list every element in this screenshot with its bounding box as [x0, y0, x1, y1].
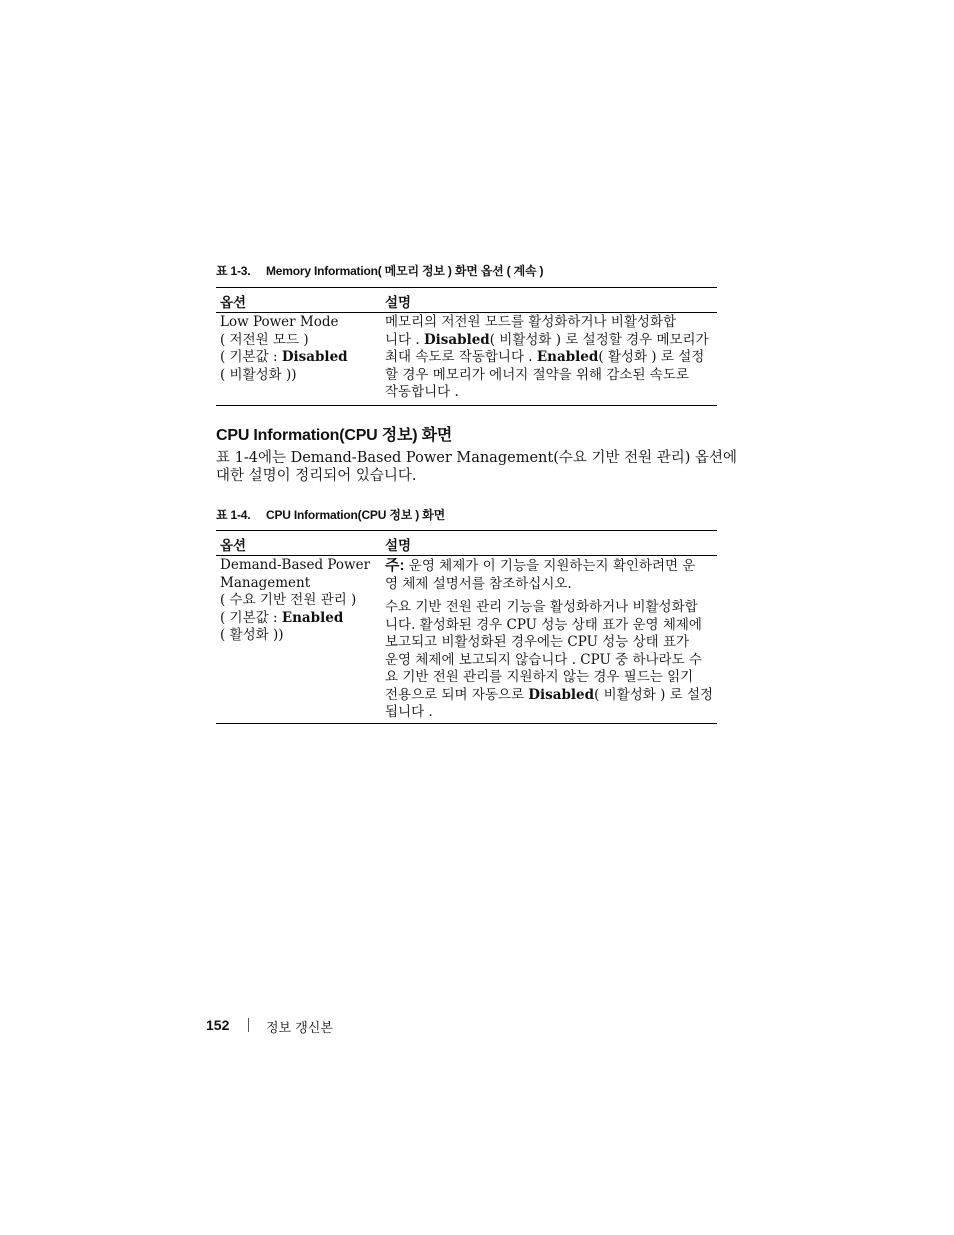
- table-1-3-header-description: 설명: [385, 295, 412, 310]
- option-default: [220, 349, 370, 367]
- text-run: 운영 체제가 이 기능을 지원하는지 확인하려면 운: [404, 558, 696, 574]
- description-line: 보고되고 비활성화된 경우에는 CPU 성능 상태 표가: [385, 634, 690, 650]
- description-line: [385, 687, 715, 705]
- option-sub: ( 저전원 모드 ): [220, 331, 309, 348]
- option-name: Demand-Based Power: [220, 557, 371, 573]
- note-line: 영 체제 설명서를 참조하십시오.: [385, 575, 572, 592]
- bold-term: Disabled: [423, 331, 490, 348]
- table-1-3-top-rule: [216, 287, 717, 288]
- table-1-4-note: [385, 557, 715, 593]
- option-name: Management: [220, 574, 311, 591]
- default-value: Disabled: [281, 349, 348, 365]
- page-number: 152: [206, 1017, 230, 1033]
- description-line: 작동합니다 .: [385, 384, 459, 400]
- table-1-3-header-rule: [216, 312, 717, 313]
- text-run: ( 활성화 ) 로 설정: [598, 349, 705, 365]
- description-line: 요 기반 전원 관리를 지원하지 않는 경우 필드는 읽기: [385, 669, 694, 685]
- table-1-4-description-cell: [385, 599, 715, 722]
- default-prefix: ( 기본값 :: [220, 349, 282, 365]
- description-line: 수요 기반 전원 관리 기능을 활성화하거나 비활성화합: [385, 599, 698, 615]
- option-sub: ( 수요 기반 전원 관리 ): [220, 592, 357, 608]
- description-line: 운영 체제에 보고되지 않습니다 . CPU 중 하나라도 수: [385, 651, 702, 668]
- default-value: Enabled: [281, 609, 344, 626]
- table-1-3-bottom-rule: [216, 405, 717, 406]
- footer-separator: [248, 1018, 249, 1032]
- table-1-3-description-cell: [385, 314, 715, 402]
- table-1-3-header-option: 옵션: [220, 295, 247, 310]
- description-line: 됩니다 .: [385, 704, 433, 720]
- text-run: 최대 속도로 작동합니다 .: [385, 349, 537, 365]
- table-1-4-top-rule: [216, 530, 717, 531]
- table-1-4-header-rule: [216, 555, 717, 556]
- description-line: [385, 332, 715, 350]
- table-1-4-header-description: 설명: [385, 538, 412, 553]
- footer-title: 정보 갱신본: [266, 1021, 333, 1036]
- table-1-3-caption-number: 표 1-3.: [216, 264, 251, 278]
- table-1-4-caption-title: CPU Information(CPU 정보 ) 화면: [266, 508, 445, 522]
- text-run: 전용으로 되며 자동으로: [385, 686, 529, 703]
- table-1-3-option-cell: [220, 314, 370, 384]
- option-default-extra: ( 비활성화 )): [220, 366, 297, 383]
- section-paragraph: [216, 449, 738, 485]
- description-line: 니다. 활성화된 경우 CPU 성능 상태 표가 운영 체제에: [385, 616, 702, 633]
- text-run: ( 비활성화 ) 로 설정: [594, 686, 714, 703]
- table-1-4-header-option: 옵션: [220, 538, 247, 553]
- note-label: 주:: [385, 557, 405, 574]
- option-name: Low Power Mode: [220, 314, 339, 330]
- paragraph-line: 표 1-4에는 Demand-Based Power Management(수요 기반 전원 관리) 옵션에: [216, 450, 738, 466]
- text-run: ( 비활성화 ) 로 설정할 경우 메모리가: [489, 331, 709, 348]
- description-line: 할 경우 메모리가 에너지 절약을 위해 감소된 속도로: [385, 366, 689, 383]
- text-run: 니다 .: [385, 331, 424, 348]
- table-1-4-bottom-rule: [216, 723, 717, 724]
- table-1-3-caption-title: Memory Information( 메모리 정보 ) 화면 옵션 ( 계속 ): [266, 264, 544, 278]
- bold-term: Enabled: [536, 349, 599, 365]
- description-line: 메모리의 저전원 모드를 활성화하거나 비활성화합: [385, 314, 677, 330]
- paragraph-line: 대한 설명이 정리되어 있습니다.: [216, 468, 417, 484]
- table-1-4-option-cell: [220, 557, 370, 645]
- description-line: [385, 349, 715, 367]
- table-1-3-caption: [216, 262, 543, 279]
- table-1-4-caption: [216, 506, 445, 523]
- section-heading: CPU Information(CPU 정보) 화면: [216, 427, 453, 444]
- option-default-extra: ( 활성화 )): [220, 627, 284, 643]
- note-line: [385, 557, 715, 576]
- table-1-4-caption-number: 표 1-4.: [216, 508, 251, 522]
- default-prefix: ( 기본값 :: [220, 609, 282, 626]
- bold-term: Disabled: [528, 686, 595, 703]
- option-default: [220, 610, 370, 628]
